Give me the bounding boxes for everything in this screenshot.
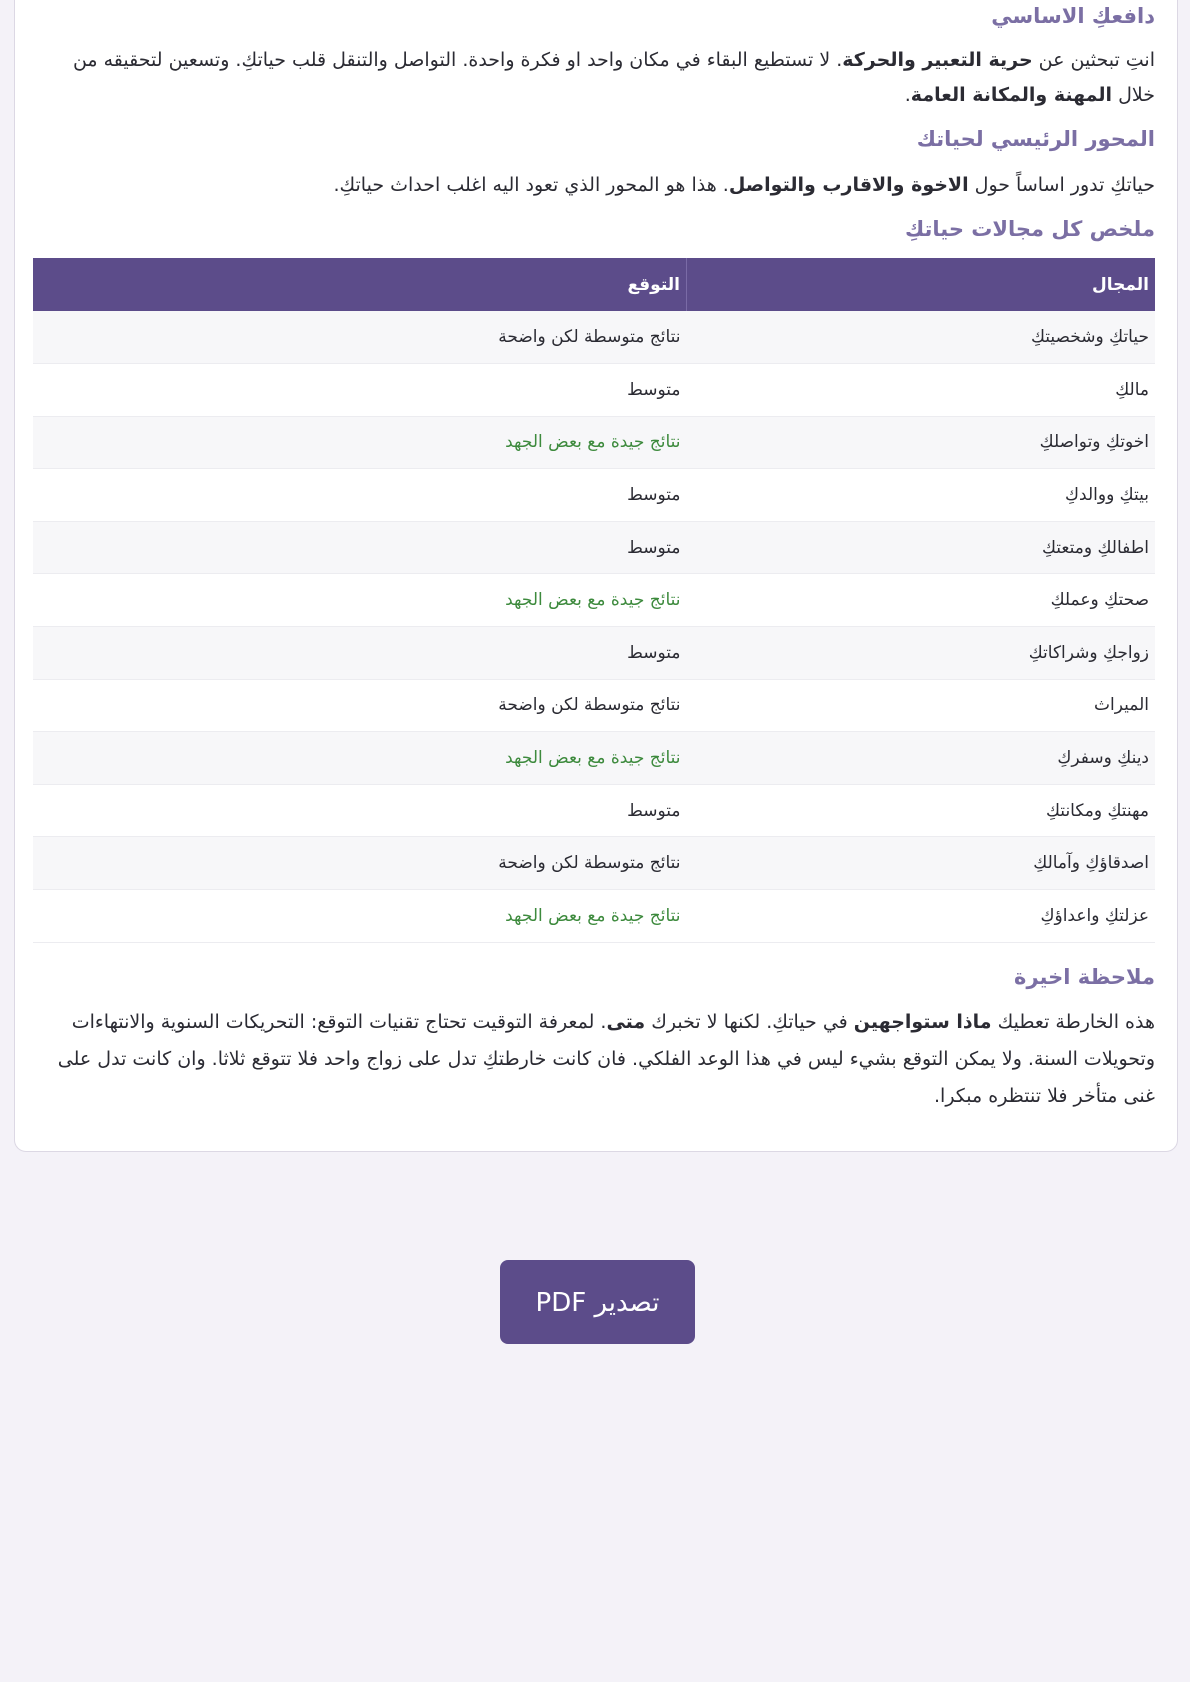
summary-heading: ملخص كل مجالات حياتكِ: [904, 217, 1155, 241]
cell-forecast: نتائج جيدة مع بعض الجهد: [505, 432, 681, 453]
table-row: [33, 574, 1155, 627]
motive-bold-2: المهنة والمكانة العامة: [910, 84, 1113, 106]
axis-paragraph: [37, 168, 1155, 203]
note-heading: ملاحظة اخيرة: [1014, 964, 1155, 989]
cell-area: دينكِ وسفركِ: [1057, 748, 1149, 769]
header-area: المجال: [687, 258, 1156, 311]
cell-area: عزلتكِ واعداؤكِ: [1040, 905, 1149, 926]
table-row: [33, 890, 1155, 943]
cell-forecast: متوسط: [627, 485, 681, 506]
table-row: [33, 627, 1155, 680]
summary-table-body: [33, 311, 1155, 942]
table-row: [33, 416, 1155, 469]
cell-forecast: متوسط: [627, 800, 681, 821]
note-paragraph: [37, 1004, 1155, 1115]
table-row: [33, 679, 1155, 732]
table-row: [33, 521, 1155, 574]
motive-text-2: . لا تستطيع البقاء في مكان واحد او فكرة واحدة. التواصل والتنقل قلب حياتكِ. وتسعين لتحقيقه من خلال: [72, 49, 1155, 106]
cell-area: الميراث: [1094, 695, 1149, 716]
cell-area: صحتكِ وعملكِ: [1050, 590, 1149, 611]
export-pdf-button[interactable]: تصدير PDF: [500, 1260, 695, 1344]
cell-forecast: نتائج جيدة مع بعض الجهد: [505, 748, 681, 769]
header-forecast: التوقع: [627, 274, 680, 295]
cell-forecast: نتائج متوسطة لكن واضحة: [498, 695, 681, 716]
axis-heading: المحور الرئيسي لحياتك: [916, 127, 1155, 151]
note-text-1: هذه الخارطة تعطيك: [991, 1010, 1155, 1033]
cell-area: اخوتكِ وتواصلكِ: [1039, 432, 1149, 453]
cell-forecast: متوسط: [627, 537, 681, 558]
table-row: [33, 364, 1155, 417]
motive-paragraph: [37, 43, 1155, 113]
summary-table: [33, 258, 1155, 943]
table-row: [33, 837, 1155, 890]
note-text-2: في حياتكِ. لكنها لا تخبرك: [645, 1010, 854, 1033]
motive-heading: دافعكِ الاساسي: [991, 4, 1155, 28]
note-bold-2: متى: [606, 1010, 646, 1033]
axis-text-2: . هذا هو المحور الذي تعود اليه اغلب احداث حياتكِ.: [333, 174, 729, 196]
cell-area: اصدقاؤكِ وآمالكِ: [1033, 853, 1149, 874]
note-bold-1: ماذا ستواجهين: [853, 1010, 992, 1033]
motive-bold-1: حرية التعبير والحركة: [842, 49, 1033, 71]
cell-area: زواجكِ وشراكاتكِ: [1028, 642, 1149, 663]
axis-text-1: حياتكِ تدور اساساً حول: [968, 174, 1155, 196]
table-row: [33, 784, 1155, 837]
cell-forecast: نتائج متوسطة لكن واضحة: [498, 327, 681, 348]
motive-text-3: .: [904, 84, 911, 106]
note-text-3: . لمعرفة التوقيت تحتاج تقنيات التوقع: التحريكات السنوية والانتهاءات وتحويلات السنة. ولا يمكن التوقع بشيء ليس في هذا الوعد الفلكي. فان كانت خارطتكِ تدل على زواج واحد فلا تتوقع ثلاثا. وان كانت تدل على غنى متأخر فلا تنتظره مبكرا.: [57, 1010, 1155, 1107]
table-row: [33, 469, 1155, 522]
report-card: [14, 0, 1178, 1152]
cell-area: مالكِ: [1115, 379, 1149, 400]
cell-forecast: متوسط: [627, 379, 681, 400]
table-row: [33, 732, 1155, 785]
cell-forecast: نتائج جيدة مع بعض الجهد: [505, 590, 681, 611]
motive-text-1: انتِ تبحثين عن: [1032, 49, 1155, 71]
cell-area: بيتكِ ووالدكِ: [1065, 485, 1149, 506]
cell-forecast: نتائج متوسطة لكن واضحة: [498, 853, 681, 874]
table-header-row: [33, 258, 1155, 311]
axis-bold-1: الاخوة والاقارب والتواصل: [728, 174, 969, 196]
cell-forecast: متوسط: [627, 642, 681, 663]
table-row: [33, 311, 1155, 364]
cell-area: مهنتكِ ومكانتكِ: [1045, 800, 1149, 821]
cell-area: حياتكِ وشخصيتكِ: [1030, 327, 1149, 348]
cell-area: اطفالكِ ومتعتكِ: [1041, 537, 1149, 558]
cell-forecast: نتائج جيدة مع بعض الجهد: [505, 905, 681, 926]
